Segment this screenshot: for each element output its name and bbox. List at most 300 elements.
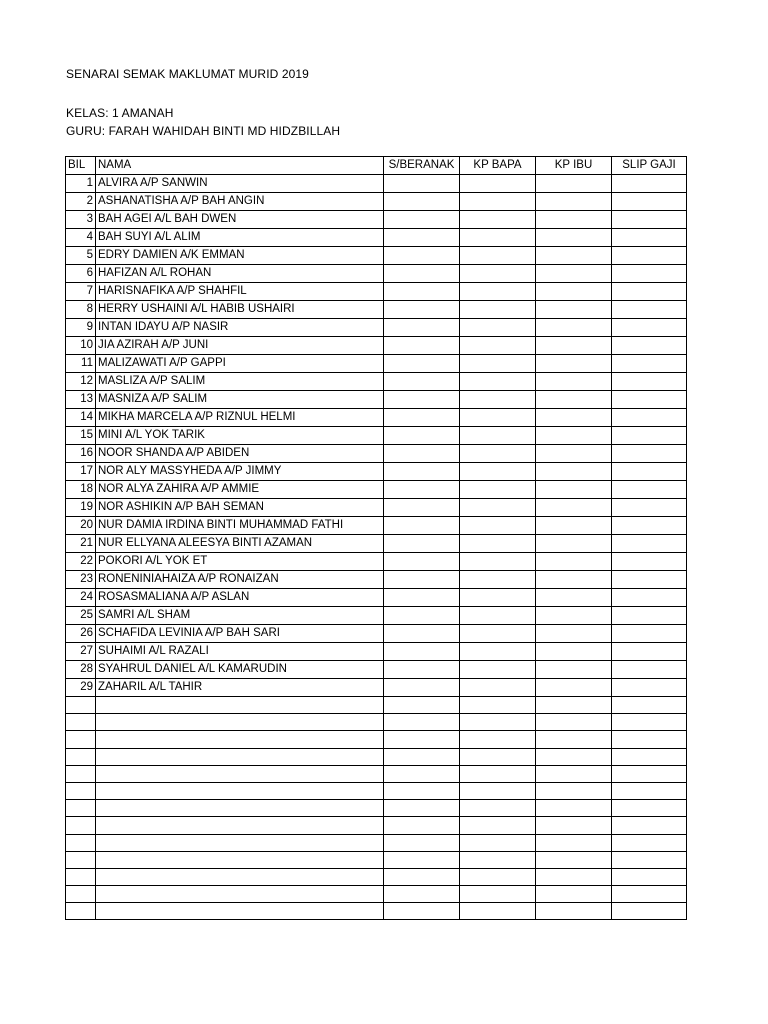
student-name-cell: RONENINIAHAIZA A/P RONAIZAN (96, 571, 384, 589)
student-name-cell: MASNIZA A/P SALIM (96, 391, 384, 409)
kp-bapa-cell (460, 229, 536, 247)
student-name-cell: HERRY USHAINI A/L HABIB USHAIRI (96, 301, 384, 319)
sijil-beranak-cell (384, 355, 460, 373)
column-header-slip-gaji: SLIP GAJI (612, 157, 687, 175)
row-number-cell: 19 (66, 499, 96, 517)
student-name-cell: NOR ALY MASSYHEDA A/P JIMMY (96, 463, 384, 481)
row-number-cell (66, 782, 96, 799)
kp-bapa-cell (460, 714, 536, 731)
sijil-beranak-cell (384, 571, 460, 589)
table-row (66, 643, 687, 661)
student-name-cell: NOR ASHIKIN A/P BAH SEMAN (96, 499, 384, 517)
slip-gaji-cell (612, 903, 687, 920)
row-number-cell (66, 851, 96, 868)
kp-ibu-cell (536, 589, 612, 607)
document-title: SENARAI SEMAK MAKLUMAT MURID 2019 (66, 67, 309, 81)
student-name-cell: HAFIZAN A/L ROHAN (96, 265, 384, 283)
table-row (66, 481, 687, 499)
kp-bapa-cell (460, 319, 536, 337)
kp-bapa-cell (460, 679, 536, 697)
slip-gaji-cell (612, 589, 687, 607)
table-row (66, 445, 687, 463)
kp-ibu-cell (536, 714, 612, 731)
teacher-label: GURU: FARAH WAHIDAH BINTI MD HIDZBILLAH (66, 124, 341, 138)
row-number-cell (66, 748, 96, 765)
slip-gaji-cell (612, 679, 687, 697)
kp-ibu-cell (536, 625, 612, 643)
kp-bapa-cell (460, 748, 536, 765)
sijil-beranak-cell (384, 553, 460, 571)
table-row (66, 868, 687, 885)
row-number-cell: 13 (66, 391, 96, 409)
row-number-cell: 8 (66, 301, 96, 319)
row-number-cell: 21 (66, 535, 96, 553)
student-name-cell: ZAHARIL A/L TAHIR (96, 679, 384, 697)
row-number-cell: 24 (66, 589, 96, 607)
student-name-cell: SYAHRUL DANIEL A/L KAMARUDIN (96, 661, 384, 679)
table-row (66, 731, 687, 748)
row-number-cell (66, 817, 96, 834)
student-name-cell (96, 714, 384, 731)
sijil-beranak-cell (384, 373, 460, 391)
table-row (66, 625, 687, 643)
slip-gaji-cell (612, 463, 687, 481)
row-number-cell: 17 (66, 463, 96, 481)
sijil-beranak-cell (384, 817, 460, 834)
kp-ibu-cell (536, 535, 612, 553)
kp-ibu-cell (536, 697, 612, 714)
row-number-cell: 23 (66, 571, 96, 589)
slip-gaji-cell (612, 851, 687, 868)
table-row (66, 834, 687, 851)
sijil-beranak-cell (384, 868, 460, 885)
kp-bapa-cell (460, 851, 536, 868)
kp-ibu-cell (536, 481, 612, 499)
student-name-cell: SUHAIMI A/L RAZALI (96, 643, 384, 661)
kp-bapa-cell (460, 643, 536, 661)
table-row (66, 679, 687, 697)
row-number-cell: 15 (66, 427, 96, 445)
kp-bapa-cell (460, 765, 536, 782)
kp-bapa-cell (460, 193, 536, 211)
row-number-cell: 3 (66, 211, 96, 229)
row-number-cell: 20 (66, 517, 96, 535)
student-name-cell: BAH SUYI A/L ALIM (96, 229, 384, 247)
row-number-cell (66, 903, 96, 920)
row-number-cell (66, 765, 96, 782)
table-row (66, 714, 687, 731)
slip-gaji-cell (612, 301, 687, 319)
row-number-cell (66, 697, 96, 714)
kp-bapa-cell (460, 697, 536, 714)
kp-bapa-cell (460, 391, 536, 409)
kp-ibu-cell (536, 463, 612, 481)
table-row (66, 517, 687, 535)
student-name-cell (96, 868, 384, 885)
table-row (66, 782, 687, 799)
table-row (66, 355, 687, 373)
table-row (66, 817, 687, 834)
row-number-cell: 11 (66, 355, 96, 373)
sijil-beranak-cell (384, 391, 460, 409)
row-number-cell: 10 (66, 337, 96, 355)
table-row (66, 499, 687, 517)
kp-ibu-cell (536, 661, 612, 679)
kp-ibu-cell (536, 175, 612, 193)
row-number-cell: 12 (66, 373, 96, 391)
table-row (66, 800, 687, 817)
kp-ibu-cell (536, 800, 612, 817)
kp-bapa-cell (460, 589, 536, 607)
student-name-cell: NOR ALYA ZAHIRA A/P AMMIE (96, 481, 384, 499)
slip-gaji-cell (612, 535, 687, 553)
kp-ibu-cell (536, 391, 612, 409)
table-row (66, 247, 687, 265)
kp-bapa-cell (460, 373, 536, 391)
slip-gaji-cell (612, 355, 687, 373)
slip-gaji-cell (612, 499, 687, 517)
kp-ibu-cell (536, 834, 612, 851)
slip-gaji-cell (612, 571, 687, 589)
kp-bapa-cell (460, 886, 536, 903)
row-number-cell: 1 (66, 175, 96, 193)
table-row (66, 697, 687, 714)
slip-gaji-cell (612, 868, 687, 885)
student-name-cell: NUR ELLYANA ALEESYA BINTI AZAMAN (96, 535, 384, 553)
row-number-cell (66, 834, 96, 851)
kp-ibu-cell (536, 886, 612, 903)
student-name-cell: MALIZAWATI A/P GAPPI (96, 355, 384, 373)
kp-ibu-cell (536, 679, 612, 697)
table-row (66, 903, 687, 920)
sijil-beranak-cell (384, 782, 460, 799)
slip-gaji-cell (612, 553, 687, 571)
kp-bapa-cell (460, 903, 536, 920)
kp-bapa-cell (460, 427, 536, 445)
kp-bapa-cell (460, 247, 536, 265)
class-label: KELAS: 1 AMANAH (66, 106, 174, 120)
slip-gaji-cell (612, 409, 687, 427)
student-name-cell: ROSASMALIANA A/P ASLAN (96, 589, 384, 607)
sijil-beranak-cell (384, 679, 460, 697)
kp-bapa-cell (460, 517, 536, 535)
row-number-cell: 25 (66, 607, 96, 625)
kp-ibu-cell (536, 409, 612, 427)
kp-ibu-cell (536, 265, 612, 283)
slip-gaji-cell (612, 607, 687, 625)
kp-ibu-cell (536, 229, 612, 247)
kp-bapa-cell (460, 265, 536, 283)
kp-ibu-cell (536, 765, 612, 782)
kp-bapa-cell (460, 481, 536, 499)
table-row (66, 175, 687, 193)
student-name-cell: MASLIZA A/P SALIM (96, 373, 384, 391)
slip-gaji-cell (612, 731, 687, 748)
kp-ibu-cell (536, 319, 612, 337)
table-row (66, 337, 687, 355)
student-name-cell: SAMRI A/L SHAM (96, 607, 384, 625)
table-row (66, 571, 687, 589)
slip-gaji-cell (612, 229, 687, 247)
table-row (66, 229, 687, 247)
student-name-cell: MINI A/L YOK TARIK (96, 427, 384, 445)
slip-gaji-cell (612, 697, 687, 714)
row-number-cell (66, 714, 96, 731)
student-name-cell: INTAN IDAYU A/P NASIR (96, 319, 384, 337)
row-number-cell (66, 886, 96, 903)
sijil-beranak-cell (384, 589, 460, 607)
table-header-row (66, 157, 687, 175)
kp-ibu-cell (536, 427, 612, 445)
slip-gaji-cell (612, 211, 687, 229)
kp-ibu-cell (536, 499, 612, 517)
student-name-cell: JIA AZIRAH A/P JUNI (96, 337, 384, 355)
kp-ibu-cell (536, 903, 612, 920)
student-name-cell (96, 817, 384, 834)
student-name-cell: ASHANATISHA A/P BAH ANGIN (96, 193, 384, 211)
table-body (66, 175, 687, 920)
table-row (66, 409, 687, 427)
kp-bapa-cell (460, 463, 536, 481)
table-row (66, 193, 687, 211)
slip-gaji-cell (612, 283, 687, 301)
kp-bapa-cell (460, 625, 536, 643)
slip-gaji-cell (612, 445, 687, 463)
slip-gaji-cell (612, 782, 687, 799)
table-row (66, 373, 687, 391)
column-header-bil: BIL (66, 157, 96, 175)
kp-ibu-cell (536, 571, 612, 589)
slip-gaji-cell (612, 886, 687, 903)
sijil-beranak-cell (384, 535, 460, 553)
slip-gaji-cell (612, 817, 687, 834)
sijil-beranak-cell (384, 834, 460, 851)
slip-gaji-cell (612, 337, 687, 355)
sijil-beranak-cell (384, 607, 460, 625)
kp-ibu-cell (536, 607, 612, 625)
sijil-beranak-cell (384, 463, 460, 481)
student-name-cell (96, 748, 384, 765)
sijil-beranak-cell (384, 748, 460, 765)
slip-gaji-cell (612, 247, 687, 265)
row-number-cell: 2 (66, 193, 96, 211)
kp-ibu-cell (536, 782, 612, 799)
table-row (66, 607, 687, 625)
slip-gaji-cell (612, 427, 687, 445)
kp-bapa-cell (460, 283, 536, 301)
slip-gaji-cell (612, 643, 687, 661)
table-row (66, 851, 687, 868)
sijil-beranak-cell (384, 211, 460, 229)
student-name-cell (96, 886, 384, 903)
sijil-beranak-cell (384, 661, 460, 679)
slip-gaji-cell (612, 373, 687, 391)
sijil-beranak-cell (384, 517, 460, 535)
row-number-cell: 27 (66, 643, 96, 661)
slip-gaji-cell (612, 193, 687, 211)
sijil-beranak-cell (384, 643, 460, 661)
sijil-beranak-cell (384, 625, 460, 643)
column-header-sijil-beranak: S/BERANAK (384, 157, 460, 175)
kp-bapa-cell (460, 731, 536, 748)
sijil-beranak-cell (384, 409, 460, 427)
row-number-cell (66, 731, 96, 748)
table-row (66, 301, 687, 319)
kp-ibu-cell (536, 337, 612, 355)
sijil-beranak-cell (384, 247, 460, 265)
sijil-beranak-cell (384, 229, 460, 247)
student-name-cell (96, 834, 384, 851)
sijil-beranak-cell (384, 319, 460, 337)
row-number-cell: 6 (66, 265, 96, 283)
row-number-cell: 18 (66, 481, 96, 499)
kp-ibu-cell (536, 553, 612, 571)
kp-bapa-cell (460, 301, 536, 319)
sijil-beranak-cell (384, 731, 460, 748)
column-header-kp-ibu: KP IBU (536, 157, 612, 175)
kp-bapa-cell (460, 571, 536, 589)
kp-ibu-cell (536, 445, 612, 463)
slip-gaji-cell (612, 481, 687, 499)
student-name-cell: MIKHA MARCELA A/P RIZNUL HELMI (96, 409, 384, 427)
column-header-kp-bapa: KP BAPA (460, 157, 536, 175)
sijil-beranak-cell (384, 903, 460, 920)
student-name-cell (96, 800, 384, 817)
student-name-cell (96, 851, 384, 868)
kp-bapa-cell (460, 445, 536, 463)
slip-gaji-cell (612, 625, 687, 643)
sijil-beranak-cell (384, 697, 460, 714)
table-row (66, 765, 687, 782)
student-name-cell: BAH AGEI A/L BAH DWEN (96, 211, 384, 229)
sijil-beranak-cell (384, 765, 460, 782)
kp-ibu-cell (536, 817, 612, 834)
slip-gaji-cell (612, 265, 687, 283)
slip-gaji-cell (612, 319, 687, 337)
sijil-beranak-cell (384, 265, 460, 283)
sijil-beranak-cell (384, 714, 460, 731)
kp-bapa-cell (460, 355, 536, 373)
sijil-beranak-cell (384, 427, 460, 445)
kp-ibu-cell (536, 247, 612, 265)
kp-bapa-cell (460, 409, 536, 427)
sijil-beranak-cell (384, 886, 460, 903)
kp-bapa-cell (460, 817, 536, 834)
row-number-cell: 22 (66, 553, 96, 571)
table-row (66, 319, 687, 337)
student-name-cell: EDRY DAMIEN A/K EMMAN (96, 247, 384, 265)
table-row (66, 661, 687, 679)
table-row (66, 283, 687, 301)
sijil-beranak-cell (384, 337, 460, 355)
kp-ibu-cell (536, 193, 612, 211)
slip-gaji-cell (612, 391, 687, 409)
student-name-cell: POKORI A/L YOK ET (96, 553, 384, 571)
kp-bapa-cell (460, 782, 536, 799)
student-name-cell (96, 782, 384, 799)
row-number-cell: 5 (66, 247, 96, 265)
table-row (66, 463, 687, 481)
slip-gaji-cell (612, 834, 687, 851)
row-number-cell: 14 (66, 409, 96, 427)
kp-bapa-cell (460, 868, 536, 885)
kp-bapa-cell (460, 337, 536, 355)
student-checklist-table (65, 156, 687, 920)
student-name-cell: HARISNAFIKA A/P SHAHFIL (96, 283, 384, 301)
row-number-cell: 29 (66, 679, 96, 697)
kp-bapa-cell (460, 834, 536, 851)
kp-ibu-cell (536, 283, 612, 301)
kp-ibu-cell (536, 301, 612, 319)
kp-bapa-cell (460, 553, 536, 571)
table-row (66, 589, 687, 607)
kp-ibu-cell (536, 851, 612, 868)
kp-ibu-cell (536, 355, 612, 373)
student-name-cell (96, 903, 384, 920)
kp-bapa-cell (460, 535, 536, 553)
student-name-cell: SCHAFIDA LEVINIA A/P BAH SARI (96, 625, 384, 643)
sijil-beranak-cell (384, 193, 460, 211)
column-header-nama: NAMA (96, 157, 384, 175)
student-name-cell: NUR DAMIA IRDINA BINTI MUHAMMAD FATHI (96, 517, 384, 535)
row-number-cell: 9 (66, 319, 96, 337)
sijil-beranak-cell (384, 301, 460, 319)
kp-bapa-cell (460, 211, 536, 229)
kp-ibu-cell (536, 211, 612, 229)
slip-gaji-cell (612, 748, 687, 765)
sijil-beranak-cell (384, 481, 460, 499)
kp-ibu-cell (536, 643, 612, 661)
kp-bapa-cell (460, 800, 536, 817)
sijil-beranak-cell (384, 499, 460, 517)
table-row (66, 535, 687, 553)
slip-gaji-cell (612, 175, 687, 193)
row-number-cell (66, 868, 96, 885)
kp-ibu-cell (536, 731, 612, 748)
row-number-cell: 28 (66, 661, 96, 679)
table-row (66, 211, 687, 229)
kp-bapa-cell (460, 499, 536, 517)
row-number-cell: 16 (66, 445, 96, 463)
kp-bapa-cell (460, 175, 536, 193)
slip-gaji-cell (612, 765, 687, 782)
student-name-cell (96, 765, 384, 782)
table-row (66, 748, 687, 765)
student-name-cell: ALVIRA A/P SANWIN (96, 175, 384, 193)
kp-ibu-cell (536, 868, 612, 885)
sijil-beranak-cell (384, 445, 460, 463)
table-row (66, 265, 687, 283)
sijil-beranak-cell (384, 175, 460, 193)
kp-ibu-cell (536, 748, 612, 765)
kp-ibu-cell (536, 517, 612, 535)
table-row (66, 886, 687, 903)
kp-bapa-cell (460, 607, 536, 625)
slip-gaji-cell (612, 800, 687, 817)
sijil-beranak-cell (384, 283, 460, 301)
table-row (66, 391, 687, 409)
kp-bapa-cell (460, 661, 536, 679)
student-name-cell: NOOR SHANDA A/P ABIDEN (96, 445, 384, 463)
slip-gaji-cell (612, 714, 687, 731)
table-row (66, 427, 687, 445)
table-row (66, 553, 687, 571)
row-number-cell: 26 (66, 625, 96, 643)
sijil-beranak-cell (384, 800, 460, 817)
sijil-beranak-cell (384, 851, 460, 868)
row-number-cell (66, 800, 96, 817)
student-name-cell (96, 731, 384, 748)
